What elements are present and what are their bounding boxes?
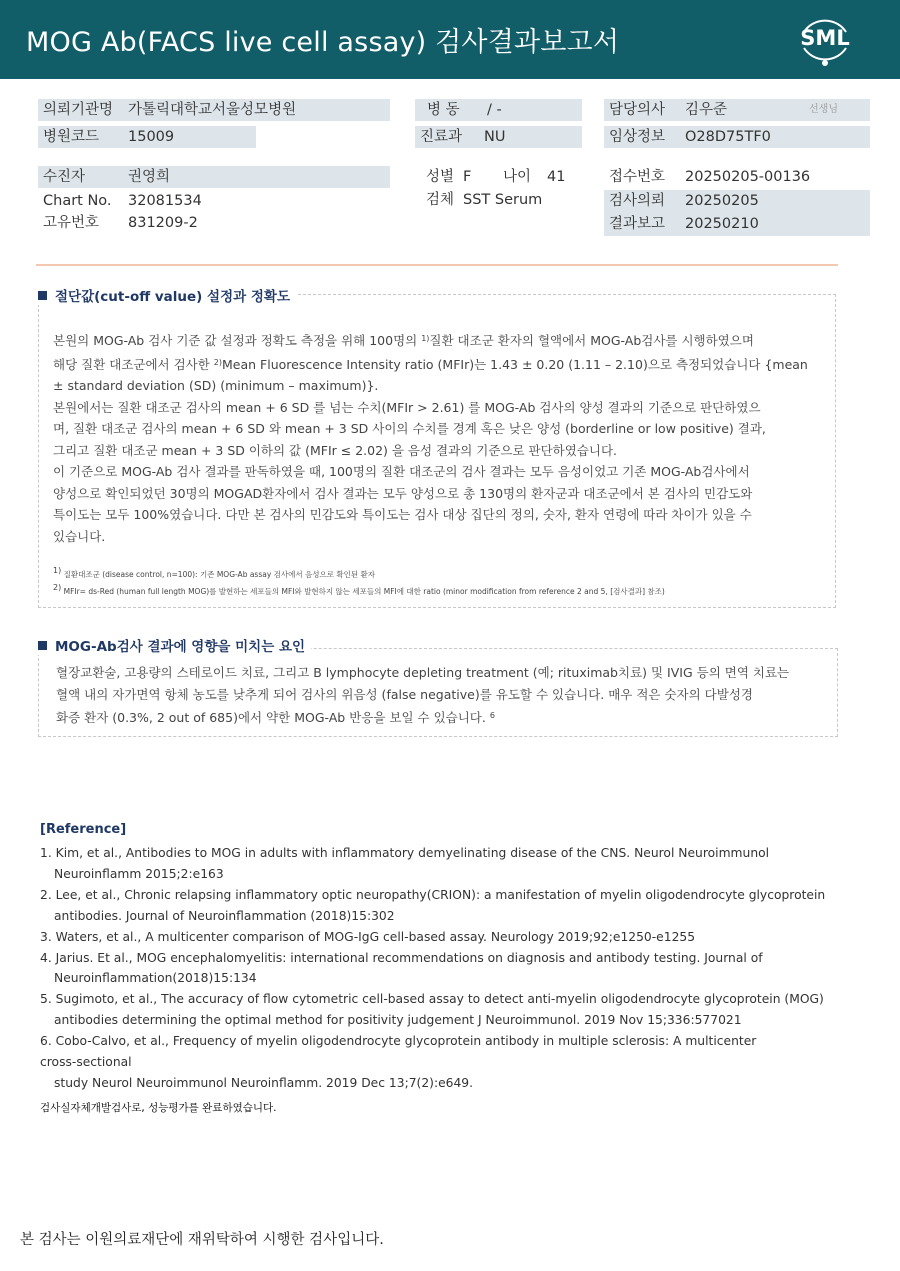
doctor-label: 담당의사 [609,102,666,118]
specimen-value: SST Serum [463,192,543,208]
reference-title: [Reference] [40,822,127,837]
factors-text-line [56,705,789,729]
cutoff-text-line [53,461,808,483]
doctor-value: 김우준 [685,102,728,118]
reference-line: antibodies determining the optimal method for positivity judgement J Neuroimmunol. 2019 Nov 15;336:577021 [54,1013,742,1028]
ward-field [415,99,582,121]
sex-value: F [463,169,472,185]
factors-text-line [56,662,789,684]
sex-age-field [415,166,582,188]
section-divider [36,264,838,266]
footnote-marker: 1) [53,566,62,575]
reference-line: 1. Kim, et al., Antibodies to MOG in adults with inflammatory demyelinating disease of the CNS. Neurol Neuroimmunol [40,846,770,860]
clinical-label: 임상정보 [609,129,666,145]
square-bullet-icon [38,641,47,650]
text-run: 해당 질환 대조군에서 검사한 [53,356,214,372]
footer-note: 본 검사는 이원의료재단에 재위탁하여 시행한 검사입니다. [20,1232,384,1248]
doctor-field [604,99,870,121]
cutoff-notes [53,564,665,598]
dept-field [415,126,582,148]
dept-label: 진료과 [420,129,463,145]
reference-line: 3. Waters, et al., A multicenter comparison of MOG-IgG cell-based assay. Neurology 2019;92;e1250-e1255 [40,929,696,944]
reference-line: study Neurol Neuroimmunol Neuroinflamm. 2019 Dec 13;7(2):e649. [54,1075,474,1090]
factors-text-line [56,684,789,706]
footnote-marker: 1) [421,334,430,343]
factors-body [56,662,789,729]
text-run: 본원의 MOG-Ab 검사 기준 값 설정과 정확도 측정을 위해 100명의 [53,333,422,348]
specimen-label: 검체 [426,192,455,208]
patient-value: 권영희 [128,169,171,185]
hospital-code-field [38,126,256,148]
reference-list [40,843,825,1094]
age-value: 41 [547,169,566,185]
factors-title-text: MOG-Ab검사 결과에 영향을 미치는 요인 [55,639,306,655]
institution-label: 의뢰기관명 [43,102,114,118]
report-header [0,0,900,79]
hospital-code-value: 15009 [128,129,175,145]
cutoff-text-line [53,418,808,440]
factors-section-title [38,635,311,655]
institution-field [38,99,390,121]
unique-id-value: 831209-2 [128,215,198,231]
request-value: 20250205 [685,193,759,209]
cutoff-text-line [53,375,808,397]
reference-line: Neuroinflamm 2015;2:e163 [54,866,224,881]
text-run: 며, 질환 대조군 검사의 mean + 6 SD 와 mean + 3 SD 사이의 수치를 경계 혹은 낮은 양성 (borderline or low positive) 결과, [53,421,766,436]
text-run: 혈액 내의 자가면역 항체 농도를 낮추게 되어 검사의 위음성 (false negative)를 유도할 수 있습니다. 매우 적은 숫자의 다발성경 [56,686,753,702]
cutoff-text-line [53,397,808,419]
clinical-value: O28D75TF0 [685,129,771,145]
reference-line: antibodies. Journal of Neuroinflammation (2018)15:302 [54,908,395,923]
cutoff-text-line [53,504,808,526]
square-bullet-icon [38,291,47,300]
report-title: MOG Ab(FACS live cell assay) 검사결과보고서 [26,27,620,58]
doctor-suffix: 선생님 [809,104,838,115]
hospital-code-label: 병원코드 [43,129,100,145]
footnote-line [53,581,665,598]
text-run: 그리고 질환 대조군 mean + 3 SD 이하의 값 (MFIr ≤ 2.02) 을 음성 결과의 기준으로 판단하였습니다. [53,442,618,458]
ward-value: / - [487,102,502,118]
text-run: 화증 환자 (0.3%, 2 out of 685)에서 약한 MOG-Ab 반응을 보일 수 있습니다. [56,710,490,725]
sex-label: 성별 [426,169,455,185]
reference-line: 4. Jarius. Et al., MOG encephalomyelitis: international recommendations on diagnosis and antibody testing. Journal of [40,950,763,965]
cutoff-body [53,328,808,547]
footnote-marker: 2) [213,357,223,367]
cutoff-section-title [38,285,296,305]
patient-label: 수진자 [43,169,86,185]
ward-label: 병 동 [427,102,460,118]
text-run: 이 기준으로 MOG-Ab 검사 결과를 판독하였을 때, 100명의 질환 대조군의 검사 결과는 모두 음성이었고 기존 MOG-Ab검사에서 [53,464,750,479]
specimen-field [415,189,582,211]
chart-no-value: 32081534 [128,193,202,209]
receipt-value: 20250205-00136 [685,169,811,185]
text-run: 양성으로 확인되었던 30명의 MOGAD환자에서 검사 결과는 모두 양성으로 총 130명의 환자군과 대조군에서 본 검사의 민감도와 [53,485,753,501]
text-run: 질환 대조군 환자의 혈액에서 MOG-Ab검사를 시행하였으며 [429,333,754,348]
reference-line: cross-sectional [40,1055,132,1070]
reference-line: 2. Lee, et al., Chronic relapsing inflammatory optic neuropathy(CRION): a manifestation of myelin oligodendrocyte glycoprotein [40,887,826,902]
receipt-label: 접수번호 [609,169,666,185]
footnote-text: MFIr= ds-Red (human full length MOG)를 발현하는 세포들의 MFI와 발현하지 않는 세포들의 MFI에 대한 ratio (minor modification from reference 2 and 5, [검사결과] 참조) [61,587,665,596]
text-run: Mean Fluorescence Intensity ratio (MFIr)는 1.43 ± 0.20 (1.11 – 2.10)으로 측정되었습니다 {mean [222,356,808,372]
cutoff-text-line [53,483,808,505]
sml-logo [794,12,856,68]
reference-line: Neuroinflammation(2018)15:134 [54,971,257,986]
certification-note: 검사실자체개발검사로, 성능평가를 완료하였습니다. [40,1102,277,1114]
text-run: 혈장교환술, 고용량의 스테로이드 치료, 그리고 B lymphocyte depleting treatment (예; rituximab치료) 및 IVIG 등의 면역 치료는 [56,665,790,680]
footnote-line [53,564,665,581]
reference-line: 6. Cobo-Calvo, et al., Frequency of myelin oligodendrocyte glycoprotein antibody in multiple sclerosis: A multicenter [40,1034,757,1049]
text-run: ± standard deviation (SD) (minimum – maximum)}. [53,378,379,393]
request-label: 검사의뢰 [609,193,666,209]
patient-field [38,166,390,188]
cutoff-text-line [53,440,808,462]
text-run: 본원에서는 질환 대조군 검사의 mean + 6 SD 를 넘는 수치(MFIr > 2.61) 를 MOG-Ab 검사의 양성 결과의 기준으로 판단하였으 [53,399,761,415]
cutoff-text-line [53,328,808,352]
report-date-value: 20250210 [685,216,759,232]
cutoff-text-line [53,352,808,376]
age-label: 나이 [503,169,532,185]
reference-line: 5. Sugimoto, et al., The accuracy of flow cytometric cell-based assay to detect anti-myelin oligodendrocyte glycoprotein (MOG) [40,992,824,1007]
cutoff-text-line [53,526,808,548]
reference-marker: 6 [489,711,495,720]
logo-text: SML [800,26,850,50]
footnote-text: 질환대조군 (disease control, n=100): 기존 MOG-Ab assay 검사에서 음성으로 확인된 환자 [61,570,376,579]
footnote-marker: 2) [53,583,62,592]
unique-id-field [38,212,390,234]
dates-field [604,190,870,236]
unique-id-label: 고유번호 [43,215,100,231]
dept-value: NU [484,129,506,145]
cutoff-title-text: 절단값(cut-off value) 설정과 정확도 [55,289,290,305]
text-run: 있습니다. [53,528,106,544]
receipt-field [604,166,870,188]
chart-no-label: Chart No. [43,193,112,209]
report-date-label: 결과보고 [609,216,666,232]
clinical-field [604,126,870,148]
chart-no-field [38,190,390,212]
text-run: 특이도는 모두 100%였습니다. 다만 본 검사의 민감도와 특이도는 검사 대상 집단의 정의, 숫자, 환자 연령에 따라 차이가 있을 수 [53,507,752,522]
institution-value: 가톨릭대학교서울성모병원 [128,102,297,118]
